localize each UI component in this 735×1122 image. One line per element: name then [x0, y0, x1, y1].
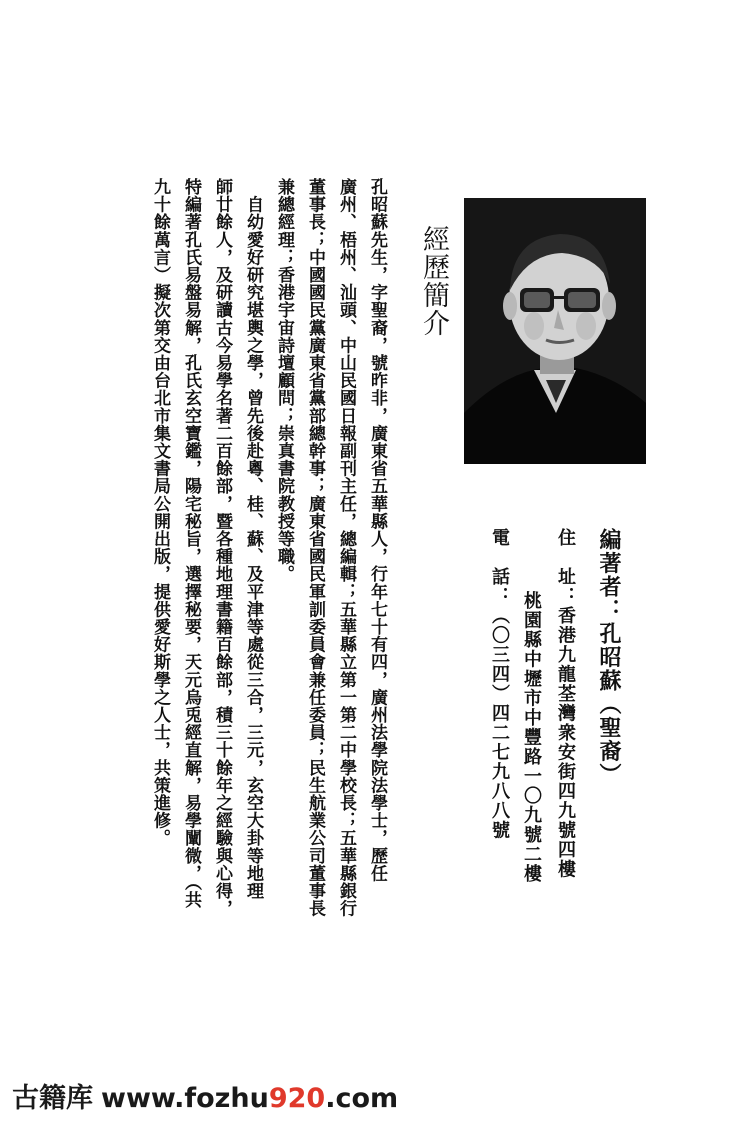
address-line-taoyuan: 桃園縣中壢市中豐路一〇九號二樓 [521, 591, 542, 884]
watermark-url-suffix: .com [325, 1083, 399, 1114]
portrait-image [464, 198, 646, 464]
author-portrait-photo [464, 198, 646, 464]
address-line-hk: 住 址：香港九龍荃灣衆安街四九號四樓 [555, 528, 576, 879]
biography-line-7: 特編著孔氏易盤易解，孔氏玄空寶鑑，陽宅秘旨，選擇秘要，天元烏兎經直解，易學闡微，（共 [181, 178, 201, 909]
biography-line-4: 兼總經理；香港宇宙詩壇顧問；崇真書院教授等職。 [274, 178, 294, 583]
biography-line-8: 九十餘萬言）擬次第交由台北市集文書局公開出版，提供愛好斯學之人士，共策進修。 [150, 178, 170, 847]
watermark-url-number: 920 [268, 1083, 326, 1114]
watermark-url [101, 1083, 398, 1114]
section-title: 經歷簡介 [418, 225, 449, 337]
biography-line-3: 董事長；中國國民黨廣東省黨部總幹事；廣東省國民軍訓委員會兼任委員；民生航業公司董事長 [305, 178, 325, 918]
biography-line-2: 廣州、梧州、汕頭、中山民國日報副刊主任，總編輯；五華縣立第一第二中學校長；五華縣銀行 [336, 178, 356, 918]
author-name-line: 編著者：孔昭蘇（聖裔） [596, 528, 622, 787]
site-watermark [12, 1076, 398, 1116]
biography-line-1: 孔昭蘇先生，字聖裔，號昨非，廣東省五華縣人，行年七十有四，廣州法學院法學士，歷任 [367, 178, 387, 882]
watermark-url-prefix: www.fozhu [101, 1083, 269, 1114]
biography-line-5: 自幼愛好研究堪輿之學，曾先後赴粵、桂、蘇、及平津等處從三合，三元，玄空大卦等地理 [243, 178, 263, 900]
biography-line-6: 師廿餘人，及研讀古今易學名著二百餘部，暨各種地理書籍百餘部，積三十餘年之經驗與心得， [212, 178, 232, 918]
phone-line: 電 話：（〇三四）四二七九八八號 [489, 528, 510, 840]
watermark-brand: 古籍库 [12, 1083, 93, 1114]
